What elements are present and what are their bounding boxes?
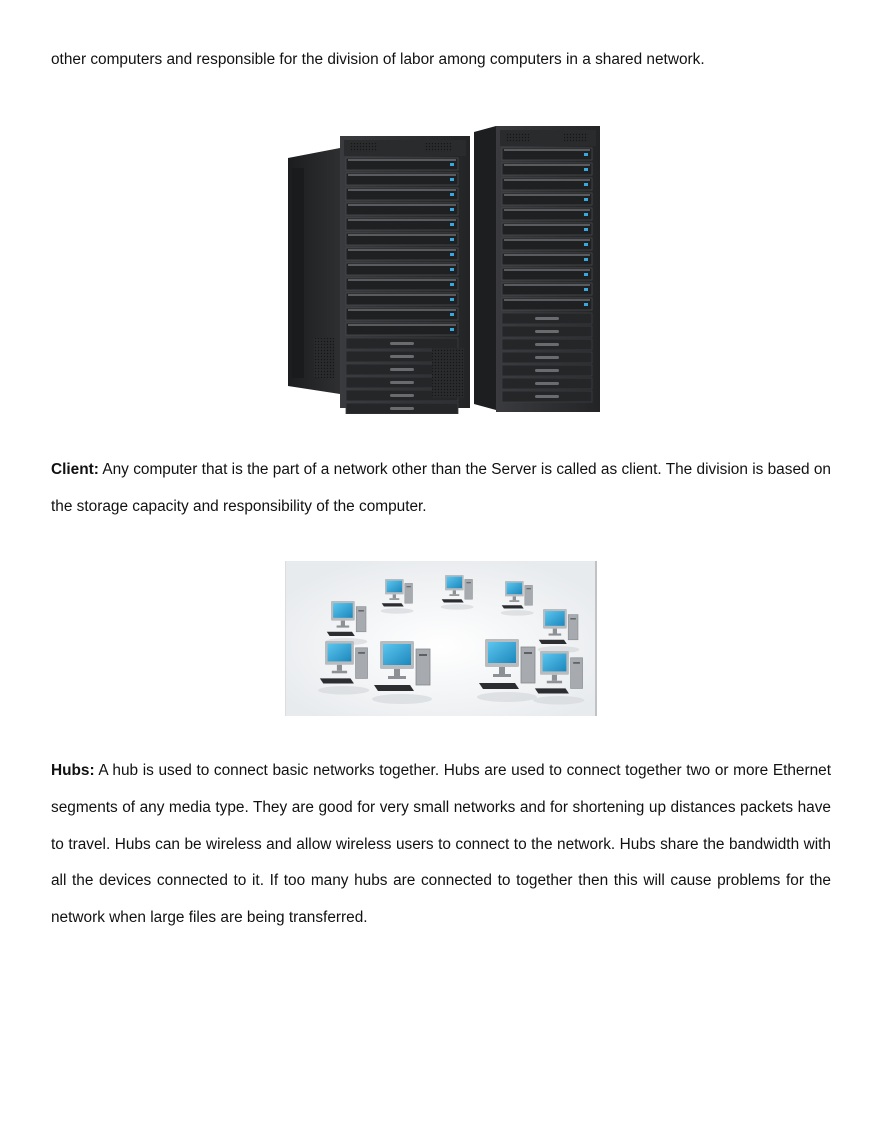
status-led-icon	[584, 213, 588, 216]
status-led-icon	[450, 253, 454, 256]
status-led-icon	[450, 313, 454, 316]
status-led-icon	[584, 168, 588, 171]
client-computers-image	[285, 561, 597, 716]
status-led-icon	[450, 193, 454, 196]
hubs-description: A hub is used to connect basic networks together. Hubs are used to connect together two or more Ethernet segments of any media type. They are good for very small networks and for shortening up distances packets have to travel. Hubs can be wireless and allow wireless users to connect to the network. Hubs share the bandwidth with all the devices connected to it. If too many hubs are connected to together then this will cause problems for the network when large files are being transferred.	[51, 762, 831, 927]
status-led-icon	[450, 328, 454, 331]
status-led-icon	[584, 288, 588, 291]
hubs-paragraph	[51, 753, 831, 937]
status-led-icon	[450, 208, 454, 211]
status-led-icon	[450, 223, 454, 226]
status-led-icon	[450, 298, 454, 301]
client-term: Client:	[51, 461, 99, 478]
status-led-icon	[584, 153, 588, 156]
status-led-icon	[584, 258, 588, 261]
status-led-icon	[450, 283, 454, 286]
intro-paragraph-tail: other computers and responsible for the division of labor among computers in a shared network.	[51, 51, 705, 68]
status-led-icon	[584, 273, 588, 276]
client-paragraph	[51, 452, 831, 526]
client-description: Any computer that is the part of a network other than the Server is called as client. The division is based on the storage capacity and responsibility of the computer.	[51, 461, 831, 515]
status-led-icon	[584, 303, 588, 306]
status-led-icon	[584, 243, 588, 246]
server-racks-image	[284, 118, 602, 414]
hubs-term: Hubs:	[51, 762, 95, 779]
status-led-icon	[584, 228, 588, 231]
status-led-icon	[450, 163, 454, 166]
status-led-icon	[450, 238, 454, 241]
status-led-icon	[450, 268, 454, 271]
status-led-icon	[584, 198, 588, 201]
status-led-icon	[450, 178, 454, 181]
status-led-icon	[584, 183, 588, 186]
